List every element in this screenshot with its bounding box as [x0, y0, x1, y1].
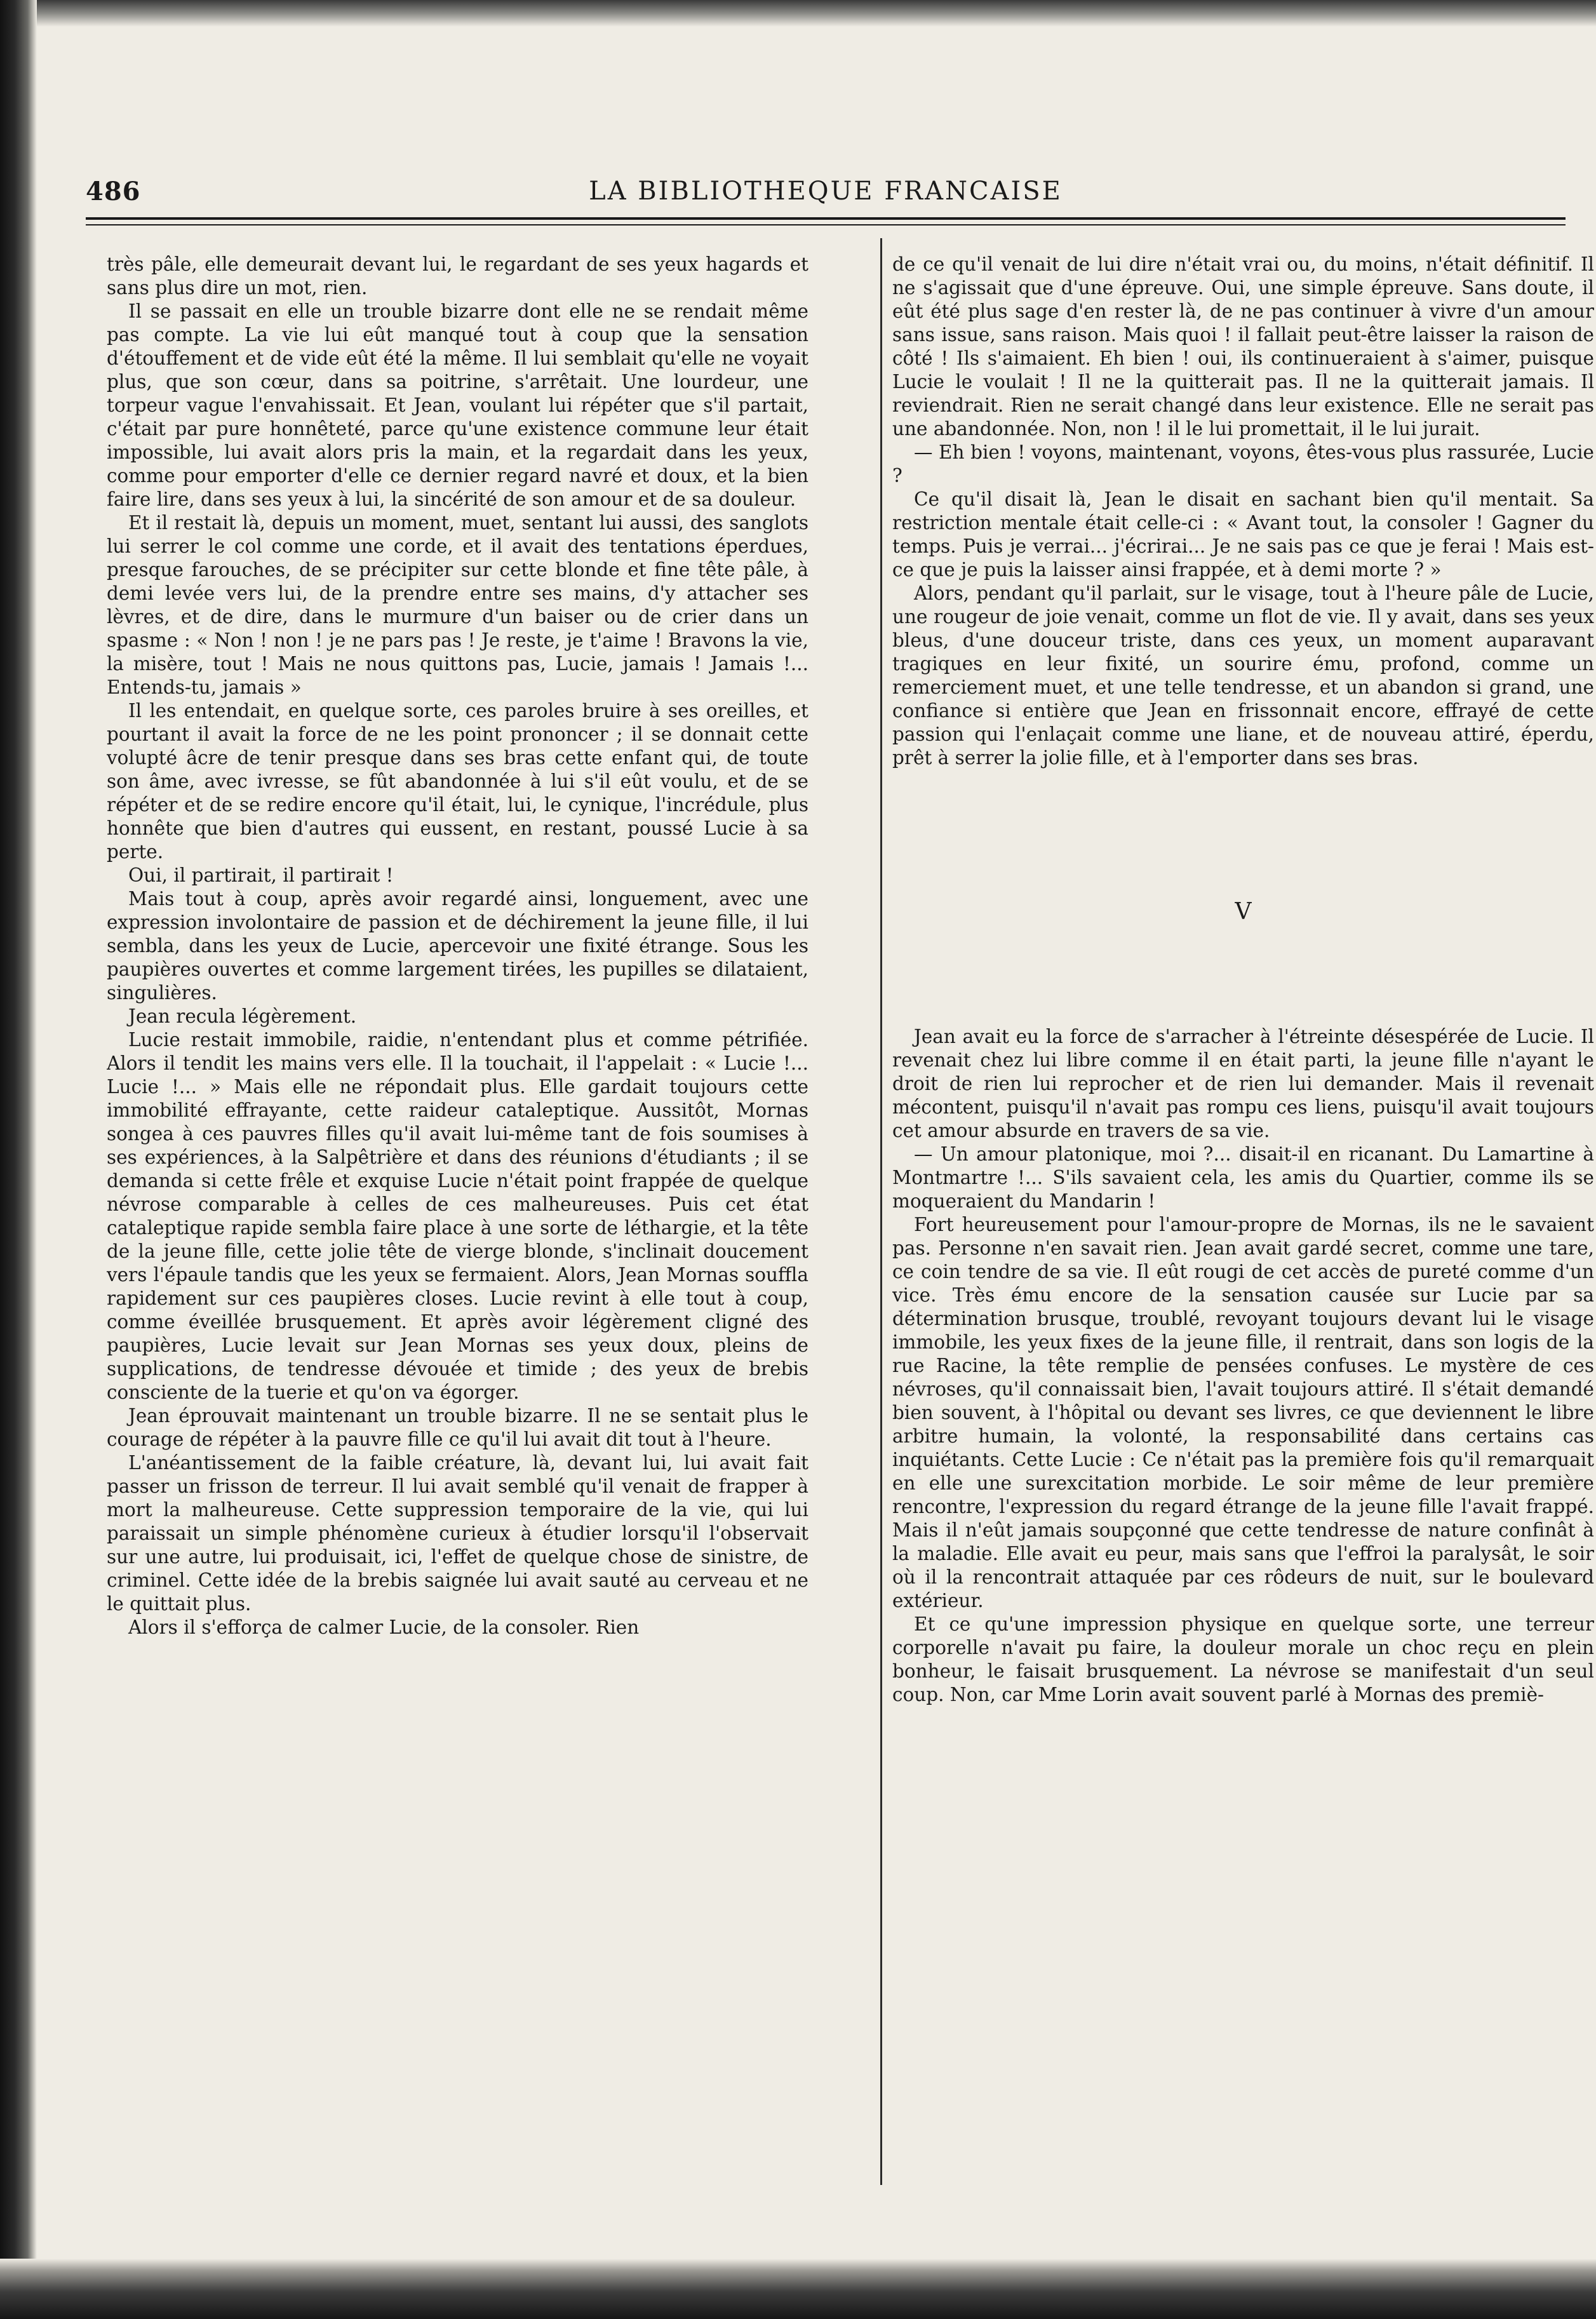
paragraph: Alors, pendant qu'il parlait, sur le visage, tout à l'heure pâle de Lucie, une rougeur de joie venait, comme un flot de vie. Il y avait, dans ses yeux bleus, d'une douceur triste, dans ces yeux, un moment auparavant tragiques en leur fixité, un sourire ému, profond, comme un remerciement muet, et une telle tendresse, et un abandon si grand, une confiance si entière que Jean en frissonnait encore, effrayé de cette passion qui l'enlaçait comme une liane, et de nouveau attiré, éperdu, prêt à serrer la jolie fille, et à l'emporter dans ses bras.: [892, 582, 1594, 769]
paragraph: Et il restait là, depuis un moment, muet, sentant lui aussi, des sanglots lui serrer le col comme une corde, et il avait des tentations éperdues, presque farouches, de se précipiter sur cette blonde et fine tête pâle, à demi levée vers lui, de la prendre entre ses mains, d'y attacher ses lèvres, et de dire, dans le murmure d'un baiser ou de crier dans un spasme : « Non ! non ! je ne pars pas ! Je reste, je t'aime ! Bravons la vie, la misère, tout ! Mais ne nous quittons pas, Lucie, jamais ! Jamais !... Entends-tu, jamais »: [107, 512, 808, 698]
running-title: LA BIBLIOTHEQUE FRANCAISE: [589, 177, 1063, 206]
paragraph: Oui, il partirait, il partirait !: [128, 864, 394, 886]
scan-edge-bottom: [0, 2259, 1596, 2319]
paragraph: Ce qu'il disait là, Jean le disait en sachant bien qu'il mentait. Sa restriction mentale était celle-ci : « Avant tout, la consoler ! Gagner du temps. Puis je verrai... j'écrirai... Je ne sais pas ce que je ferai ! Mais est-ce que je puis la laisser ainsi frappée, et à demi morte ? »: [892, 488, 1594, 581]
paragraph: Jean avait eu la force de s'arracher à l'étreinte désespérée de Lucie. Il revenait chez lui libre comme il en était parti, la jeune fille n'ayant le droit de rien lui reprocher et de rien lui demander. Mais il revenait mécontent, puisqu'il n'avait pas rompu ces liens, puisqu'il avait toujours cet amour absurde en travers de sa vie.: [892, 1026, 1594, 1141]
column-divider: [880, 238, 882, 2185]
paragraph: Jean recula légèrement.: [128, 1005, 357, 1027]
paragraph: Il se passait en elle un trouble bizarre dont elle ne se rendait même pas compte. La vie lui eût manqué tout à coup que la sensation d'étouffement et de vide eût été la même. Il lui semblait qu'elle ne voyait plus, que son cœur, dans sa poitrine, s'arrêtait. Une lourdeur, une torpeur vague l'envahissait. Et Jean, voulant lui répéter que s'il partait, c'était par pure honnêteté, parce qu'une existence commune leur était impossible, lui avait alors pris la main, et la regardait dans les yeux, comme pour emporter d'elle ce dernier regard navré et doux, et la bien faire lire, dans ses yeux à lui, la sincérité de son amour et de sa douleur.: [107, 300, 808, 510]
paragraph: Fort heureusement pour l'amour-propre de Mornas, ils ne le savaient pas. Personne n'en savait rien. Jean avait gardé secret, comme une tare, ce coin tendre de sa vie. Il eût rougi de cet accès de pureté comme d'un vice. Très ému encore de la sensation causée sur Lucie par sa détermination brusque, troublé, revoyant toujours devant lui le visage immobile, les yeux fixes de la jeune fille, il rentrait, dans son logis de la rue Racine, la tête remplie de pensées confuses. Le mystère de ces névroses, qu'il connaissait bien, l'avait toujours attiré. Il s'était demandé bien souvent, à l'hôpital ou devant ses livres, ce que deviennent le libre arbitre humain, la volonté, la responsabilité dans certains cas inquiétants. Cette Lucie : Ce n'était pas la première fois qu'il remarquait en elle une surexcitation morbide. Le soir même de leur première rencontre, l'expression du regard étrange de la jeune fille l'avait frappé. Mais il n'eût jamais soupçonné que cette tendresse de nature confinât à la maladie. Elle avait eu peur, mais sans que l'effroi la paralysât, le soir où il la rencontrait attaquée par ces rôdeurs de nuit, sur le boulevard extérieur.: [892, 1214, 1594, 1611]
paragraph: Mais tout à coup, après avoir regardé ainsi, longuement, avec une expression involontaire de passion et de déchirement la jeune fille, il lui sembla, dans les yeux de Lucie, apercevoir une fixité étrange. Sous les paupières ouvertes et comme largement tirées, les pupilles se dilataient, singulières.: [107, 888, 808, 1004]
left-column: [107, 253, 808, 2171]
section-heading: V: [1235, 899, 1252, 925]
scan-edge-left: [0, 0, 37, 2319]
paragraph: de ce qu'il venait de lui dire n'était vrai ou, du moins, n'était définitif. Il ne s'agissait que d'une épreuve. Oui, une simple épreuve. Sans doute, il eût été plus sage d'en rester là, de ne pas continuer à vivre d'un amour sans issue, sans raison. Mais quoi ! il fallait peut-être laisser la raison de côté ! Ils s'aimaient. Eh bien ! oui, ils continueraient à s'aimer, puisque Lucie le voulait ! Il ne la quitterait pas. Il ne la quitterait jamais. Il reviendrait. Rien ne serait changé dans leur existence. Elle ne serait pas une abandonnée. Non, non ! il le lui promettait, il le lui jurait.: [892, 253, 1594, 440]
page-header: [86, 177, 1566, 215]
paragraph: Jean éprouvait maintenant un trouble bizarre. Il ne se sentait plus le courage de répéter à la pauvre fille ce qu'il lui avait dit tout à l'heure.: [107, 1405, 808, 1450]
paragraph: Lucie restait immobile, raidie, n'entendant plus et comme pétrifiée. Alors il tendit les mains vers elle. Il la touchait, il l'appelait : « Lucie !... Lucie !... » Mais elle ne répondait plus. Elle gardait toujours cette immobilité effrayante, cette raideur cataleptique. Aussitôt, Mornas songea à ces pauvres filles qu'il avait lui-même tant de fois soumises à ses expériences, à la Salpêtrière et dans des réunions d'étudiants ; il se demanda si cette frêle et exquise Lucie n'était point frappée de quelque névrose comparable à celles de ces malheureuses. Puis cet état cataleptique rapide sembla faire place à une sorte de léthargie, et la tête de la jeune fille, cette jolie tête de vierge blonde, s'inclinait doucement vers l'épaule tandis que les yeux se fermaient. Alors, Jean Mornas souffla rapidement sur ces paupières closes. Lucie revint à elle tout à coup, comme éveillée brusquement. Et après avoir légèrement cligné des paupières, Lucie levait sur Jean Mornas ses yeux doux, pleins de supplications, de tendresse dévouée et timide ; des yeux de brebis consciente de la tuerie et qu'on va égorger.: [107, 1029, 808, 1403]
scan-edge-top: [0, 0, 1596, 27]
paragraph: — Un amour platonique, moi ?... disait-il en ricanant. Du Lamartine à Montmartre !... S'ils savaient cela, les amis du Quartier, comme ils se moqueraient du Mandarin !: [892, 1143, 1594, 1212]
paragraph: Il les entendait, en quelque sorte, ces paroles bruire à ses oreilles, et pourtant il avait la force de ne les point prononcer ; il se donnait cette volupté âcre de tenir presque dans ses bras cette enfant qui, de toute son âme, avec ivresse, se fût abandonnée à lui s'il eût voulu, et de se répéter et de se redire encore qu'il était, lui, le cynique, l'incrédule, plus honnête que bien d'autres qui eussent, en restant, poussé Lucie à sa perte.: [107, 700, 808, 863]
paragraph: Et ce qu'une impression physique en quelque sorte, une terreur corporelle n'avait pu faire, la douleur morale un choc reçu en plein bonheur, le faisait brusquement. La névrose se manifestait d'un seul coup. Non, car Mme Lorin avait souvent parlé à Mornas des premiè-: [892, 1613, 1594, 1705]
right-column: [892, 253, 1594, 2171]
paragraph: L'anéantissement de la faible créature, là, devant lui, lui avait fait passer un frisson de terreur. Il lui avait semblé qu'il venait de frapper à mort la malheureuse. Cette suppression temporaire de la vie, qui lui paraissait un simple phénomène curieux à étudier lorsqu'il l'observait sur une autre, lui produisait, ici, l'effet de quelque chose de sinistre, de criminel. Cette idée de la brebis saignée lui avait sauté au cerveau et ne le quittait plus.: [107, 1452, 808, 1615]
paragraph: — Eh bien ! voyons, maintenant, voyons, êtes-vous plus rassurée, Lucie ?: [892, 441, 1594, 487]
page-number: 486: [86, 177, 141, 206]
header-rule-thin: [86, 224, 1566, 225]
paragraph: Alors il s'efforça de calmer Lucie, de la consoler. Rien: [128, 1617, 640, 1638]
header-rule-thick: [86, 217, 1566, 220]
paragraph: très pâle, elle demeurait devant lui, le regardant de ses yeux hagards et sans plus dire un mot, rien.: [107, 253, 808, 299]
